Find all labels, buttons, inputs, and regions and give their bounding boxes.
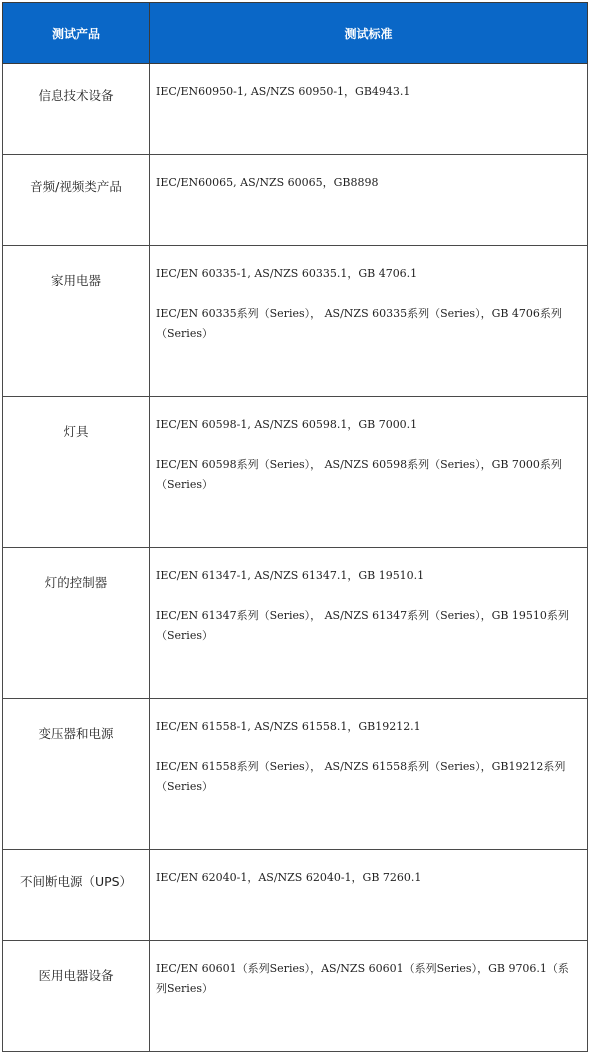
standards-table — [2, 2, 588, 1052]
standard-cell — [150, 850, 588, 941]
product-cell: 家用电器 — [3, 246, 150, 397]
standard-cell — [150, 941, 588, 1052]
table-row — [3, 246, 588, 397]
table-row — [3, 548, 588, 699]
standard-text: IEC/EN 60601（系列Series），AS/NZS 60601（系列Series），GB 9706.1（系列Series） — [156, 962, 569, 995]
table-row — [3, 64, 588, 155]
standard-cell — [150, 397, 588, 548]
standard-text: IEC/EN 62040-1，AS/NZS 62040-1，GB 7260.1 — [156, 871, 422, 884]
standard-cell — [150, 699, 588, 850]
product-cell: 灯具 — [3, 397, 150, 548]
product-cell: 不间断电源（UPS） — [3, 850, 150, 941]
table-row — [3, 699, 588, 850]
header-test-standard: 测试标准 — [150, 3, 588, 64]
standard-text: IEC/EN 60598-1, AS/NZS 60598.1，GB 7000.1 — [156, 418, 418, 431]
product-cell: 变压器和电源 — [3, 699, 150, 850]
standard-text: IEC/EN 60335-1, AS/NZS 60335.1，GB 4706.1 — [156, 267, 418, 280]
standard-text: IEC/EN 61558-1, AS/NZS 61558.1，GB19212.1 — [156, 720, 421, 733]
standard-text: IEC/EN 60335系列（Series）， AS/NZS 60335系列（Series），GB 4706系列（Series） — [156, 307, 562, 340]
standard-cell — [150, 246, 588, 397]
product-cell: 医用电器设备 — [3, 941, 150, 1052]
standard-text: IEC/EN 61347系列（Series）， AS/NZS 61347系列（Series），GB 19510系列（Series） — [156, 609, 569, 642]
product-cell: 信息技术设备 — [3, 64, 150, 155]
standard-text: IEC/EN 60598系列（Series）， AS/NZS 60598系列（Series），GB 7000系列（Series） — [156, 458, 562, 491]
standard-text: IEC/EN60950-1, AS/NZS 60950-1，GB4943.1 — [156, 85, 411, 98]
table-header-row — [3, 3, 588, 64]
table-row — [3, 397, 588, 548]
product-cell: 灯的控制器 — [3, 548, 150, 699]
table-row — [3, 941, 588, 1052]
standard-text: IEC/EN 61347-1, AS/NZS 61347.1，GB 19510.1 — [156, 569, 425, 582]
standard-cell — [150, 155, 588, 246]
header-test-product: 测试产品 — [3, 3, 150, 64]
standard-cell — [150, 548, 588, 699]
standard-text: IEC/EN60065, AS/NZS 60065，GB8898 — [156, 176, 379, 189]
standard-cell — [150, 64, 588, 155]
table-row — [3, 850, 588, 941]
table-row — [3, 155, 588, 246]
product-cell: 音频/视频类产品 — [3, 155, 150, 246]
standard-text: IEC/EN 61558系列（Series）， AS/NZS 61558系列（Series），GB19212系列（Series） — [156, 760, 566, 793]
